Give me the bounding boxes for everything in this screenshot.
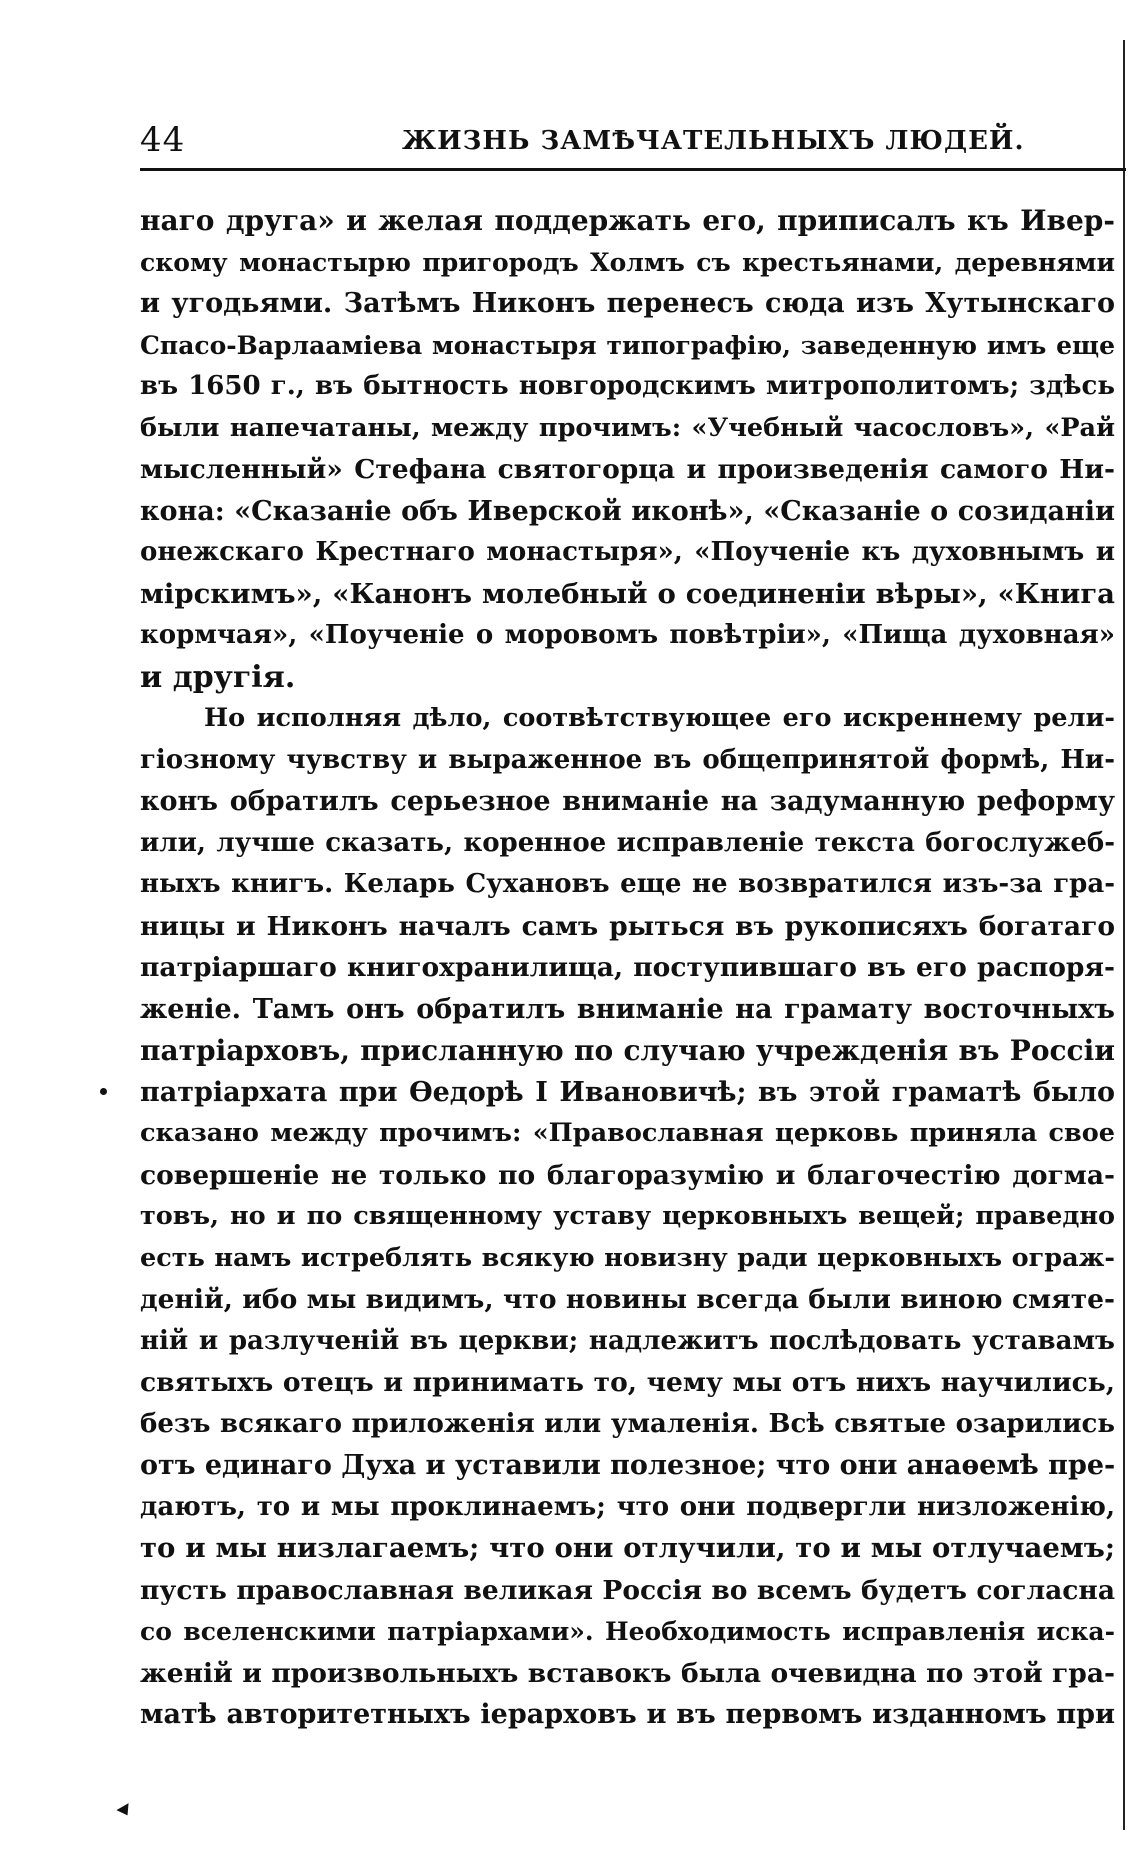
paragraph-end-line: и другiя. (140, 659, 296, 695)
text-line: и угодьями. Затѣмъ Никонъ перенесъ сюда изъ Хутынскаго (140, 288, 1115, 319)
text-line: скому монастырю пригородъ Холмъ съ крестьянами, деревнями (140, 247, 1115, 277)
text-line: то и мы низлагаемъ; что они отлучили, то и мы отлучаемъ; (140, 1532, 1115, 1564)
text-line: отъ единаго Духа и уставили полезное; что они анаѳемѣ пре- (140, 1450, 1115, 1481)
text-line: въ 1650 г., въ бытность новгородскимъ митрополитомъ; здѣсь (140, 371, 1115, 401)
text-line: кормчая», «Поученiе о моровомъ повѣтрiи», «Пища духовная» (140, 620, 1115, 650)
text-line: даютъ, то и мы проклинаемъ; что они подвергли низложенiю, (140, 1491, 1115, 1522)
text-line: товъ, но и по священному уставу церковныхъ вещей; праведно (140, 1201, 1115, 1231)
text-line: пусть православная великая Россiя во всемъ будетъ согласна (140, 1574, 1115, 1606)
text-line: Спасо-Варлаамiева монастыря типографiю, заведенную имъ еще (140, 330, 1115, 360)
text-line: конъ обратилъ серьезное вниманiе на задуманную реформу (140, 786, 1115, 817)
paragraph-start-line: Но исполняя дѣло, соотвѣтствующее его искреннему рели- (204, 703, 1115, 733)
page-edge-line (1123, 40, 1125, 1830)
header-rule (140, 168, 1126, 171)
text-line: патрiаршаго книгохранилища, поступившаго въ его распоря- (140, 952, 1115, 983)
text-line: мысленный» Стефана святогорца и произведенiя самого Ни- (140, 454, 1115, 485)
margin-dot-mark (100, 1088, 107, 1095)
text-line: есть намъ истреблять всякую новизну ради церковныхъ огpаж- (140, 1242, 1115, 1273)
body-text (140, 200, 1115, 1736)
text-line: нiй и разлученiй въ церкви; надлежитъ послѣдовать уставамъ (140, 1325, 1115, 1356)
page-header (140, 116, 1126, 176)
text-line: или, лучше сказать, коренное исправленiе текста богослужеб- (140, 827, 1115, 858)
text-line: онежскаго Крестнаго монастыря», «Поученiе къ духовнымъ и (140, 537, 1115, 567)
running-title: ЖИЗНЬ ЗАМѢЧАТЕЛЬНЫХЪ ЛЮДЕЙ. (402, 126, 1025, 156)
text-line: со вселенскими патрiархами». Необходимость исправленiя иска- (140, 1617, 1115, 1646)
text-line: совершенiе не только по благоразумiю и благочестiю догма- (140, 1159, 1115, 1191)
text-line: наго друга» и желая поддержать его, приписалъ къ Ивер- (140, 204, 1115, 237)
text-line: ныхъ книгъ. Келарь Сухановъ еще не возвратился изъ-за гра- (140, 869, 1115, 899)
text-line: безъ всякаго приложенiя или умаленiя. Всѣ святые озарились (140, 1408, 1115, 1439)
text-line: сказано между прочимъ: «Православная церковь приняла свое (140, 1118, 1115, 1148)
text-line: патрiархата при Ѳедорѣ I Ивановичѣ; въ этой граматѣ было (140, 1076, 1115, 1108)
text-line: кона: «Сказанiе объ Иверской иконѣ», «Сказанiе о созиданiи (140, 495, 1115, 527)
text-line: гiозному чувству и выраженное въ общепринятой формѣ, Ни- (140, 744, 1115, 775)
text-line: матѣ авторитетныхъ iерарховъ и въ первомъ изданномъ при (140, 1699, 1115, 1730)
text-line: были напечатаны, между прочимъ: «Учебный часословъ», «Рай (140, 412, 1115, 443)
text-line: мiрскимъ», «Канонъ молебный о соединенiи вѣры», «Книга (140, 577, 1115, 610)
text-line: женiе. Тамъ онъ обратилъ вниманiе на грамату восточныхъ (140, 993, 1115, 1025)
text-line: денiй, ибо мы видимъ, что новины всегда были виною смяте- (140, 1284, 1115, 1315)
margin-tick-mark (116, 1803, 133, 1819)
text-line: патрiарховъ, присланную по случаю учрежденiя въ Россiи (140, 1034, 1115, 1067)
text-line: женiй и произвольныхъ вставокъ была очевидна по этой гра- (140, 1657, 1115, 1689)
page-number: 44 (140, 120, 186, 160)
text-line: святыхъ отецъ и принимать то, чему мы отъ нихъ научились, (140, 1367, 1115, 1398)
text-line: ницы и Никонъ началъ самъ рыться въ рукописяхъ богатаго (140, 910, 1115, 942)
